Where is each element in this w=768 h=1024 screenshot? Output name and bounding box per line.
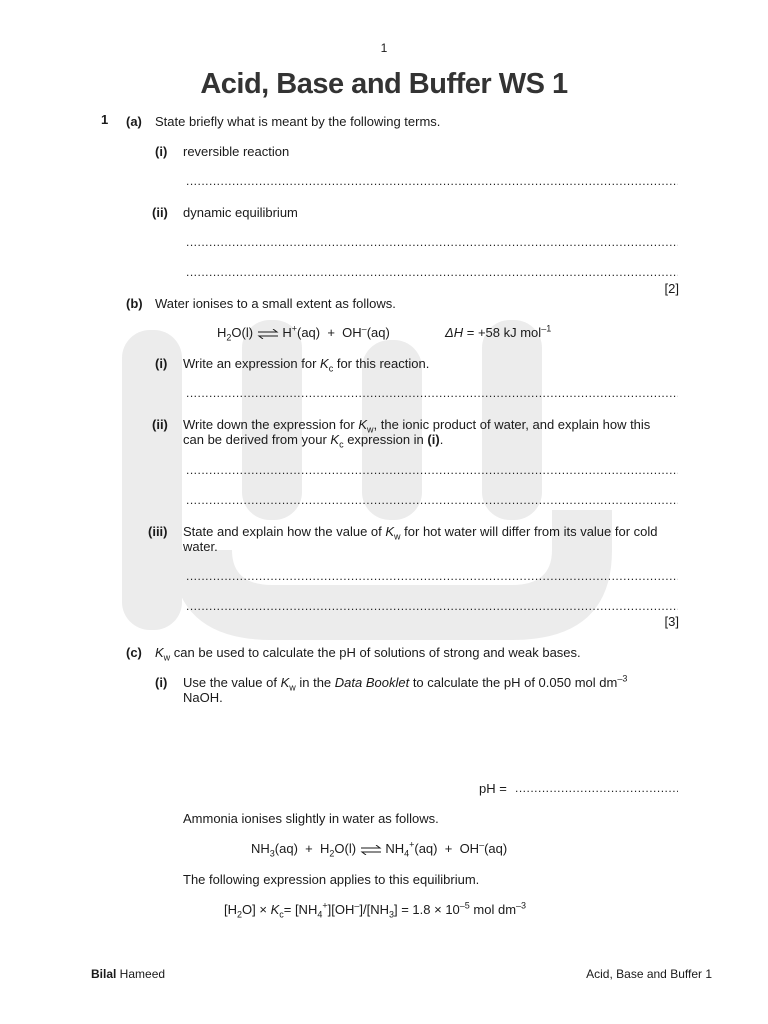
- answer-line[interactable]: [186, 265, 678, 279]
- equilibrium-arrow-icon: [360, 845, 382, 855]
- ph-label: pH =: [479, 781, 507, 796]
- question-number: 1: [101, 112, 109, 127]
- part-b-i-text: Write an expression for $K_c$ for this reaction.: [183, 356, 430, 374]
- ammonia-equation: $NH_3(aq) + H_2O(l) NH_4^+(aq) + OH^-(aq)$: [251, 839, 508, 859]
- part-c-i-label: (i): [155, 675, 168, 690]
- ammonia-text: Ammonia ionises slightly in water as follows.: [183, 811, 439, 826]
- part-b-ii-text: Write down the expression for $K_w$, the ionic product of water, and explain how this can be derived from your $K_c$ expression in (i).: [183, 417, 651, 450]
- answer-line[interactable]: [186, 386, 678, 400]
- part-b-iii-text: State and explain how the value of $K_w$ for hot water will differ from its value for cold water.: [183, 524, 658, 554]
- part-c-label: (c): [126, 645, 142, 660]
- marks-b: [3]: [664, 614, 679, 629]
- part-a-ii-label: (ii): [152, 205, 168, 220]
- answer-line[interactable]: [186, 174, 678, 188]
- equilibrium-expression: $[H_2O] \times K_c= [NH_4^+][OH^-]/[NH_3] = 1.8 \times 10^{-5}$ mol $dm^{-3}$: [224, 900, 527, 920]
- part-b-iii-label: (iii): [148, 524, 168, 539]
- answer-line[interactable]: [186, 599, 678, 613]
- part-b-stem: Water ionises to a small extent as follows.: [155, 296, 396, 311]
- part-b-label: (b): [126, 296, 143, 311]
- part-a-i-text: reversible reaction: [183, 144, 290, 159]
- answer-line[interactable]: [186, 493, 678, 507]
- enthalpy-change: ΔH = +58 kJ mol$^{-1}$: [445, 323, 552, 340]
- footer-title: Acid, Base and Buffer 1: [586, 967, 712, 981]
- answer-line[interactable]: [186, 569, 678, 583]
- part-a-label: (a): [126, 114, 142, 129]
- marks-a: [2]: [664, 281, 679, 296]
- part-b-ii-label: (ii): [152, 417, 168, 432]
- answer-line[interactable]: [186, 463, 678, 477]
- following-text: The following expression applies to this equilibrium.: [183, 872, 480, 887]
- answer-line[interactable]: [186, 235, 678, 249]
- part-a-stem: State briefly what is meant by the following terms.: [155, 114, 441, 129]
- part-b-i-label: (i): [155, 356, 168, 371]
- part-a-ii-text: dynamic equilibrium: [183, 205, 298, 220]
- equilibrium-arrow-icon: [257, 329, 279, 339]
- part-c-i-text: Use the value of $K_w$ in the Data Booklet to calculate the pH of 0.050 mol $dm^{-3}$ NaOH.: [183, 673, 628, 705]
- page-number: 1: [380, 41, 388, 55]
- page-title: Acid, Base and Buffer WS 1: [200, 68, 568, 100]
- part-c-stem: $K_w$ can be used to calculate the pH of solutions of strong and weak bases.: [155, 645, 581, 663]
- footer-author: Bilal Hameed: [91, 967, 166, 981]
- part-a-i-label: (i): [155, 144, 168, 159]
- ph-answer-line[interactable]: [515, 781, 678, 795]
- water-equation: $H_2O(l) H^+(aq) + OH^-(aq)$: [217, 323, 390, 343]
